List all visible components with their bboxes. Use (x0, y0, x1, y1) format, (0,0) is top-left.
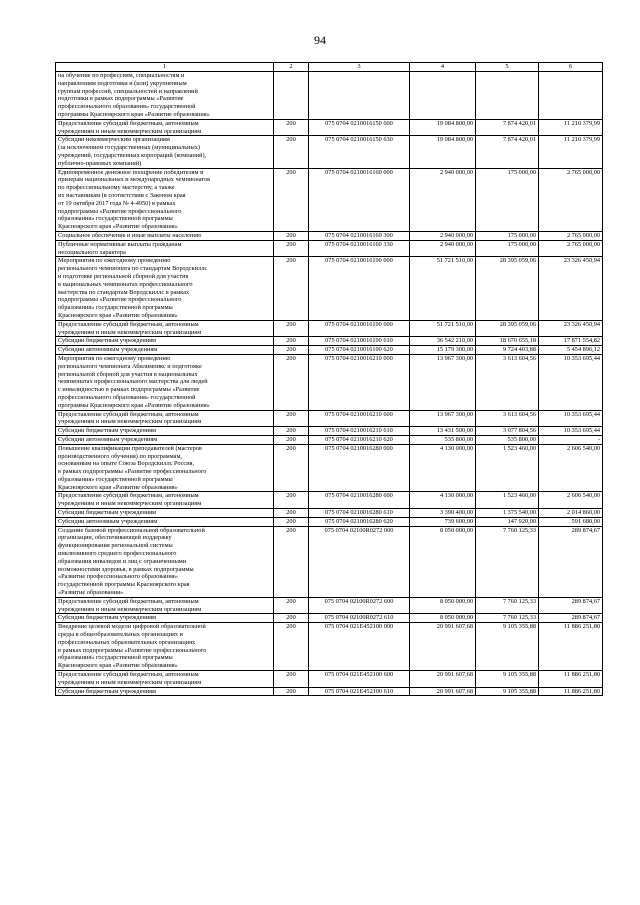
column-header: 5 (476, 63, 539, 72)
row-remaining-amount: 11 886 251,80 (539, 623, 603, 671)
table-row (56, 492, 603, 509)
row-budget-code: 075 0704 02100R0272 000 (309, 526, 410, 597)
row-budget-code: 075 0704 021E452100 000 (309, 623, 410, 671)
row-executed-amount: 175 000,00 (476, 231, 539, 240)
table-row (56, 337, 603, 346)
table-row (56, 257, 603, 320)
row-budget-code: 075 0704 021E452100 610 (309, 687, 410, 696)
table-row (56, 136, 603, 168)
row-description: Субсидии бюджетным учреждениям (56, 337, 274, 346)
row-executed-amount: 147 920,00 (476, 517, 539, 526)
row-relation-code: 200 (274, 687, 309, 696)
row-remaining-amount: 289 874,67 (539, 614, 603, 623)
row-remaining-amount: 289 874,67 (539, 526, 603, 597)
table-row (56, 240, 603, 257)
table-row (56, 444, 603, 492)
row-executed-amount: 7 760 125,33 (476, 526, 539, 597)
row-budget-code: 075 0704 0210016160 000 (309, 168, 410, 231)
row-remaining-amount: 11 210 379,99 (539, 136, 603, 168)
row-relation-code: 200 (274, 597, 309, 614)
row-budget-code: 075 0704 0210016190 610 (309, 337, 410, 346)
column-header: 4 (410, 63, 476, 72)
row-executed-amount: 3 077 804,56 (476, 427, 539, 436)
table-row (56, 435, 603, 444)
row-executed-amount: 7 874 420,01 (476, 136, 539, 168)
table-row (56, 346, 603, 355)
row-remaining-amount: 2 765 000,00 (539, 168, 603, 231)
row-relation-code: 200 (274, 346, 309, 355)
row-relation-code: 200 (274, 168, 309, 231)
row-approved-amount: 8 050 000,00 (410, 614, 476, 623)
row-approved-amount: 13 967 300,00 (410, 354, 476, 410)
table-row (56, 687, 603, 696)
row-budget-code: 075 0704 02100R0272 600 (309, 597, 410, 614)
row-description: Социальное обеспечение и иные выплаты населению (56, 231, 274, 240)
row-executed-amount: 9 105 355,88 (476, 623, 539, 671)
row-budget-code: 075 0704 0210016190 600 (309, 320, 410, 337)
table-row (56, 354, 603, 410)
table-row (56, 623, 603, 671)
row-executed-amount: 18 670 655,18 (476, 337, 539, 346)
row-remaining-amount: 11 210 379,99 (539, 119, 603, 136)
row-relation-code: 200 (274, 320, 309, 337)
row-description: Публичные нормативные выплаты гражданам несоциального характера (56, 240, 274, 257)
table-body (56, 72, 603, 696)
row-approved-amount: 3 390 400,00 (410, 509, 476, 518)
row-description: Субсидии автономным учреждениям (56, 517, 274, 526)
row-remaining-amount: 2 606 540,00 (539, 492, 603, 509)
row-relation-code (274, 72, 309, 120)
row-remaining-amount: 591 680,00 (539, 517, 603, 526)
table-row (56, 427, 603, 436)
row-approved-amount: 2 940 000,00 (410, 168, 476, 231)
row-approved-amount: 19 084 800,00 (410, 136, 476, 168)
row-description: Мероприятия по ежегодному проведению регионального чемпионата по стандартам Ворлдскиллс и подготовке региональной сборной для участия в национальных чемпионатах профессионального мастерства по стандартам Ворлдскиллс в рамках подпрограммы «Развитие профессионального образования» государственной программы Красноярского края «Развитие образования» (56, 257, 274, 320)
row-description: Предоставление субсидий бюджетным, автономным учреждениям и иным некоммерческим организациям (56, 492, 274, 509)
row-executed-amount: 535 800,00 (476, 435, 539, 444)
row-relation-code: 200 (274, 119, 309, 136)
page-number: 94 (314, 33, 326, 47)
row-description: Субсидии бюджетным учреждениям (56, 509, 274, 518)
row-remaining-amount: 11 886 251,80 (539, 687, 603, 696)
row-approved-amount: 20 991 607,68 (410, 687, 476, 696)
row-approved-amount: 8 050 000,00 (410, 597, 476, 614)
row-approved-amount: 4 130 000,00 (410, 444, 476, 492)
row-executed-amount: 28 395 059,06 (476, 320, 539, 337)
row-relation-code: 200 (274, 509, 309, 518)
row-description: Мероприятия по ежегодному проведению регионального чемпионата Абилимпикс и подготовке региональной сборной для участия в национальных чемпионатах профессионального мастерства для людей с инвалидностью в рамках подпрограммы «Развитие профессионального образования» государственной программы Красноярского края «Развитие образования» (56, 354, 274, 410)
row-relation-code: 200 (274, 623, 309, 671)
row-executed-amount: 1 375 540,00 (476, 509, 539, 518)
row-budget-code: 075 0704 0210016160 300 (309, 231, 410, 240)
row-remaining-amount: 2 606 540,00 (539, 444, 603, 492)
row-budget-code: 075 0704 0210016210 620 (309, 435, 410, 444)
row-remaining-amount: 11 886 251,80 (539, 671, 603, 688)
row-description: Создание базовой профессиональной образовательной организации, обеспечивающей поддержку функционирования региональной системы инклюзивного среднего профессионального образования инвалидов и лиц с ограниченными возможностями здоровья, в рамках подпрограммы «Развитие профессионального образования» государственной программы Красноярского края «Развитие образования» (56, 526, 274, 597)
row-executed-amount: 175 000,00 (476, 168, 539, 231)
row-executed-amount: 175 000,00 (476, 240, 539, 257)
table-row (56, 320, 603, 337)
budget-table (55, 62, 603, 696)
row-approved-amount: 20 991 607,68 (410, 671, 476, 688)
column-header: 6 (539, 63, 603, 72)
row-remaining-amount: 23 326 450,94 (539, 257, 603, 320)
row-budget-code: 075 0704 0210016280 000 (309, 444, 410, 492)
row-approved-amount (410, 72, 476, 120)
row-description: Единовременное денежное поощрение победителям и призерам национальных и международных чемпионатов по профессиональному мастерству, а также их наставникам (в соответствии с Законом края от 19 октября 2017 года № 4-4950) в рамках подпрограммы «Развитие профессионального образования» государственной программы Красноярского края «Развитие образования» (56, 168, 274, 231)
table-row (56, 509, 603, 518)
row-remaining-amount: 2 765 000,00 (539, 240, 603, 257)
row-description: Предоставление субсидий бюджетным, автономным учреждениям и иным некоммерческим организациям (56, 410, 274, 427)
row-executed-amount: 9 105 355,88 (476, 671, 539, 688)
row-approved-amount: 13 431 500,00 (410, 427, 476, 436)
row-remaining-amount: 23 326 450,94 (539, 320, 603, 337)
row-relation-code: 200 (274, 136, 309, 168)
row-relation-code: 200 (274, 492, 309, 509)
row-description: Предоставление субсидий бюджетным, автономным учреждениям и иным некоммерческим организациям (56, 320, 274, 337)
row-budget-code: 075 0704 0210016150 600 (309, 119, 410, 136)
row-remaining-amount: 289 874,67 (539, 597, 603, 614)
row-budget-code: 075 0704 0210016150 630 (309, 136, 410, 168)
row-approved-amount: 20 991 607,68 (410, 623, 476, 671)
row-budget-code: 075 0704 0210016280 610 (309, 509, 410, 518)
row-executed-amount (476, 72, 539, 120)
column-header: 3 (309, 63, 410, 72)
row-executed-amount: 7 760 125,33 (476, 597, 539, 614)
row-approved-amount: 2 940 000,00 (410, 240, 476, 257)
row-budget-code: 075 0704 0210016210 600 (309, 410, 410, 427)
row-executed-amount: 1 523 460,00 (476, 444, 539, 492)
row-remaining-amount: 10 353 695,44 (539, 354, 603, 410)
row-description: Субсидии бюджетным учреждениям (56, 687, 274, 696)
row-remaining-amount: 10 353 695,44 (539, 427, 603, 436)
row-approved-amount: 8 050 000,00 (410, 526, 476, 597)
row-relation-code: 200 (274, 337, 309, 346)
row-executed-amount: 7 760 125,33 (476, 614, 539, 623)
row-description: Субсидии бюджетным учреждениям (56, 427, 274, 436)
row-description: Субсидии бюджетным учреждениям (56, 614, 274, 623)
table-row (56, 671, 603, 688)
row-relation-code: 200 (274, 354, 309, 410)
row-approved-amount: 15 179 300,00 (410, 346, 476, 355)
row-relation-code: 200 (274, 240, 309, 257)
row-description: Субсидии некоммерческим организациям (за исключением государственных (муниципальных) учреждений, государственных корпораций (компаний), публично-правовых компаний) (56, 136, 274, 168)
row-description: Субсидии автономным учреждениям (56, 346, 274, 355)
row-budget-code: 075 0704 0210016190 620 (309, 346, 410, 355)
row-relation-code: 200 (274, 435, 309, 444)
row-relation-code: 200 (274, 257, 309, 320)
row-approved-amount: 4 130 000,00 (410, 492, 476, 509)
row-description: Субсидии автономным учреждениям (56, 435, 274, 444)
row-remaining-amount: 2 014 860,00 (539, 509, 603, 518)
table-row (56, 72, 603, 120)
table-row (56, 168, 603, 231)
row-approved-amount: 19 084 800,00 (410, 119, 476, 136)
row-executed-amount: 28 395 059,06 (476, 257, 539, 320)
row-remaining-amount: 10 353 695,44 (539, 410, 603, 427)
row-relation-code: 200 (274, 427, 309, 436)
row-relation-code: 200 (274, 444, 309, 492)
row-executed-amount: 9 105 355,88 (476, 687, 539, 696)
row-budget-code: 075 0704 0210016190 000 (309, 257, 410, 320)
row-description: Предоставление субсидий бюджетным, автономным учреждениям и иным некоммерческим организациям (56, 597, 274, 614)
row-budget-code: 075 0704 021E452100 600 (309, 671, 410, 688)
row-relation-code: 200 (274, 517, 309, 526)
row-description: Повышение квалификации преподавателей (мастеров производственного обучения) по программам, основанным на опыте Союза Ворлдскиллс Россия, в рамках подпрограммы «Развитие профессионального образования» государственной программы Красноярского края «Развитие образования» (56, 444, 274, 492)
table-row (56, 597, 603, 614)
row-executed-amount: 9 724 403,88 (476, 346, 539, 355)
column-header: 2 (274, 63, 309, 72)
row-budget-code: 075 0704 02100R0272 610 (309, 614, 410, 623)
row-budget-code: 075 0704 0210016160 330 (309, 240, 410, 257)
row-remaining-amount: 2 765 000,00 (539, 231, 603, 240)
row-remaining-amount (539, 72, 603, 120)
row-approved-amount: 13 967 300,00 (410, 410, 476, 427)
row-approved-amount: 51 721 510,00 (410, 257, 476, 320)
table-header-row (56, 63, 603, 72)
table-row (56, 526, 603, 597)
row-remaining-amount: 17 871 554,82 (539, 337, 603, 346)
row-description: на обучение по профессиям, специальностям и направлениям подготовки и (или) укрупненным группам профессий, специальностей и направлений подготовки в рамках подпрограммы «Развитие профессионального образования» государственной программы Красноярского края «Развитие образования» (56, 72, 274, 120)
row-approved-amount: 535 800,00 (410, 435, 476, 444)
table-row (56, 231, 603, 240)
row-remaining-amount: 5 454 896,12 (539, 346, 603, 355)
row-approved-amount: 2 940 000,00 (410, 231, 476, 240)
table-row (56, 517, 603, 526)
row-description: Предоставление субсидий бюджетным, автономным учреждениям и иным некоммерческим организациям (56, 119, 274, 136)
row-executed-amount: 7 874 420,01 (476, 119, 539, 136)
column-header: 1 (56, 63, 274, 72)
row-budget-code: 075 0704 0210016210 000 (309, 354, 410, 410)
row-description: Внедрение целевой модели цифровой образовательной среды в общеобразовательных организациях и профессиональных образовательных организациях в рамках подпрограммы «Развитие профессионального образования» государственной программы Красноярского края «Развитие образования» (56, 623, 274, 671)
row-relation-code: 200 (274, 614, 309, 623)
table-row (56, 410, 603, 427)
row-approved-amount: 51 721 510,00 (410, 320, 476, 337)
row-approved-amount: 739 600,00 (410, 517, 476, 526)
row-relation-code: 200 (274, 410, 309, 427)
row-description: Предоставление субсидий бюджетным, автономным учреждениям и иным некоммерческим организациям (56, 671, 274, 688)
row-budget-code (309, 72, 410, 120)
row-remaining-amount: - (539, 435, 603, 444)
row-relation-code: 200 (274, 231, 309, 240)
row-budget-code: 075 0704 0210016210 610 (309, 427, 410, 436)
row-executed-amount: 3 613 604,56 (476, 410, 539, 427)
row-relation-code: 200 (274, 526, 309, 597)
row-executed-amount: 3 613 604,56 (476, 354, 539, 410)
table-row (56, 614, 603, 623)
row-relation-code: 200 (274, 671, 309, 688)
row-budget-code: 075 0704 0210016280 600 (309, 492, 410, 509)
row-approved-amount: 36 542 210,00 (410, 337, 476, 346)
row-budget-code: 075 0704 0210016280 620 (309, 517, 410, 526)
row-executed-amount: 1 523 460,00 (476, 492, 539, 509)
table-row (56, 119, 603, 136)
